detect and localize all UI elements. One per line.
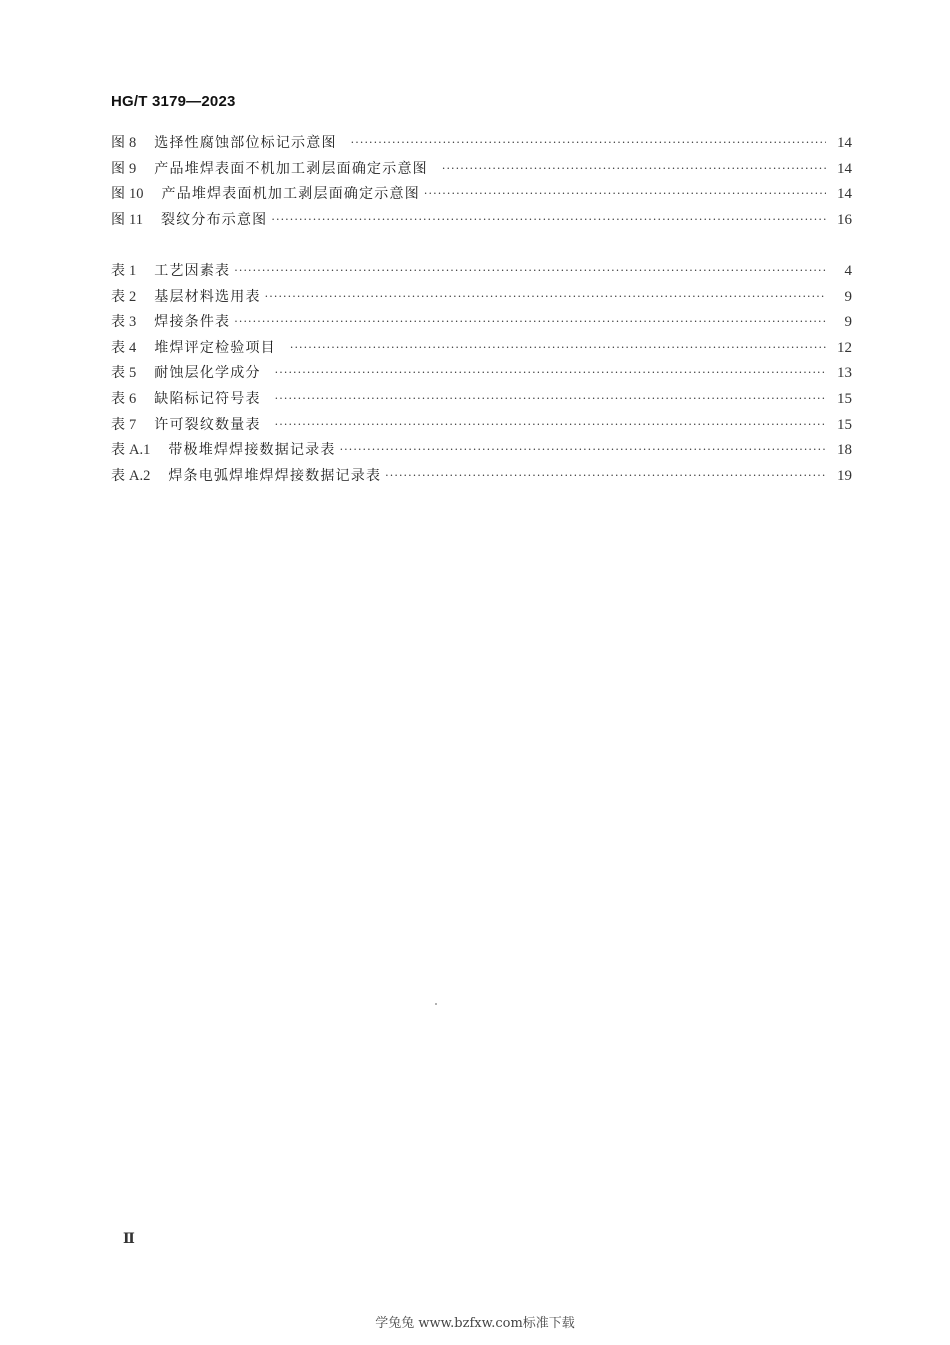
entry-title: 工艺因素表 xyxy=(154,263,231,279)
leader-dots xyxy=(265,284,826,310)
entry-page: 15 xyxy=(837,416,852,433)
toc-entry-table-2[interactable] xyxy=(111,285,852,311)
entry-number: 6 xyxy=(129,390,137,407)
entry-prefix: 表 xyxy=(111,263,125,279)
entry-title: 堆焊评定检验项目 xyxy=(154,339,276,356)
entry-page: 13 xyxy=(837,365,852,382)
figure-list xyxy=(111,131,852,233)
leader-dots xyxy=(351,130,826,156)
leader-dots xyxy=(290,335,826,361)
toc-entry-table-4[interactable] xyxy=(111,336,852,362)
entry-label xyxy=(111,387,136,413)
watermark-text: 学兔兔 www.bzfxw.com标准下载 xyxy=(375,1316,575,1331)
entry-number: 9 xyxy=(129,160,137,177)
leader-dots xyxy=(234,258,826,284)
entry-title: 耐蚀层化学成分 xyxy=(154,365,261,382)
entry-label xyxy=(111,208,143,234)
entry-number: 2 xyxy=(129,288,137,305)
leader-dots xyxy=(424,181,826,207)
entry-title: 选择性腐蚀部位标记示意图 xyxy=(154,135,337,151)
entry-page: 19 xyxy=(837,467,852,484)
entry-prefix: 表 xyxy=(111,365,125,382)
entry-page: 14 xyxy=(837,186,852,203)
entry-page: 15 xyxy=(837,390,852,407)
entry-prefix: 表 xyxy=(111,416,125,433)
entry-prefix: 图 xyxy=(111,135,125,151)
entry-label xyxy=(111,413,136,439)
leader-dots xyxy=(442,156,826,182)
entry-label xyxy=(111,464,150,490)
toc-entry-figure-10[interactable] xyxy=(111,182,852,208)
entry-label xyxy=(111,259,136,285)
entry-title: 基层材料选用表 xyxy=(154,288,261,305)
entry-label xyxy=(111,157,136,183)
toc-entry-table-5[interactable] xyxy=(111,361,852,387)
leader-dots xyxy=(234,309,826,335)
entry-title: 许可裂纹数量表 xyxy=(154,416,261,433)
entry-title: 产品堆焊表面不机加工剥层面确定示意图 xyxy=(154,160,428,177)
entry-prefix: 表 xyxy=(111,467,125,484)
toc-entry-table-1[interactable] xyxy=(111,259,852,285)
entry-title: 焊条电弧焊堆焊焊接数据记录表 xyxy=(168,467,382,484)
entry-title: 带极堆焊焊接数据记录表 xyxy=(168,442,336,459)
entry-label xyxy=(111,310,136,336)
toc-entry-table-7[interactable] xyxy=(111,413,852,439)
entry-title: 裂纹分布示意图 xyxy=(160,211,268,228)
entry-number: A.1 xyxy=(129,442,151,459)
entry-number: 3 xyxy=(129,314,137,331)
entry-label xyxy=(111,131,136,157)
entry-page: 9 xyxy=(844,314,852,331)
entry-page: 18 xyxy=(837,442,852,459)
entry-label xyxy=(111,361,136,387)
entry-number: A.2 xyxy=(129,467,151,484)
entry-number: 7 xyxy=(129,416,137,433)
scan-artifact-dot xyxy=(435,1003,437,1005)
entry-title: 焊接条件表 xyxy=(154,314,231,331)
entry-page: 12 xyxy=(837,339,852,356)
entry-prefix: 表 xyxy=(111,288,125,305)
toc-entry-table-a2[interactable] xyxy=(111,464,852,490)
entry-prefix: 表 xyxy=(111,390,125,407)
entry-label xyxy=(111,438,150,464)
entry-number: 11 xyxy=(129,211,143,228)
toc-entry-table-6[interactable] xyxy=(111,387,852,413)
toc-entry-table-a1[interactable] xyxy=(111,438,852,464)
page-number: Ⅱ xyxy=(123,1232,135,1247)
entry-number: 4 xyxy=(129,339,137,356)
entry-page: 14 xyxy=(837,135,852,151)
entry-title: 产品堆焊表面机加工剥层面确定示意图 xyxy=(161,186,420,203)
entry-prefix: 表 xyxy=(111,442,125,459)
entry-number: 1 xyxy=(129,263,137,279)
entry-number: 5 xyxy=(129,365,137,382)
leader-dots xyxy=(271,207,826,233)
entry-prefix: 图 xyxy=(111,160,125,177)
entry-prefix: 表 xyxy=(111,314,125,331)
entry-prefix: 表 xyxy=(111,339,125,356)
entry-label xyxy=(111,182,144,208)
table-list xyxy=(111,259,852,489)
standard-code-header: HG/T 3179—2023 xyxy=(111,93,236,110)
entry-prefix: 图 xyxy=(111,211,125,228)
leader-dots xyxy=(275,360,826,386)
toc-entry-figure-11[interactable] xyxy=(111,208,852,234)
entry-number: 8 xyxy=(129,135,137,151)
entry-title: 缺陷标记符号表 xyxy=(154,390,261,407)
toc-entry-figure-9[interactable] xyxy=(111,157,852,183)
leader-dots xyxy=(385,463,826,489)
leader-dots xyxy=(275,412,826,438)
entry-label xyxy=(111,336,136,362)
leader-dots xyxy=(275,386,826,412)
entry-page: 16 xyxy=(837,211,852,228)
entry-prefix: 图 xyxy=(111,186,125,203)
toc-entry-figure-8[interactable] xyxy=(111,131,852,157)
entry-page: 9 xyxy=(844,288,852,305)
entry-number: 10 xyxy=(129,186,144,203)
entry-label xyxy=(111,285,136,311)
toc-entry-table-3[interactable] xyxy=(111,310,852,336)
leader-dots xyxy=(340,437,826,463)
entry-page: 14 xyxy=(837,160,852,177)
entry-page: 4 xyxy=(844,263,852,279)
